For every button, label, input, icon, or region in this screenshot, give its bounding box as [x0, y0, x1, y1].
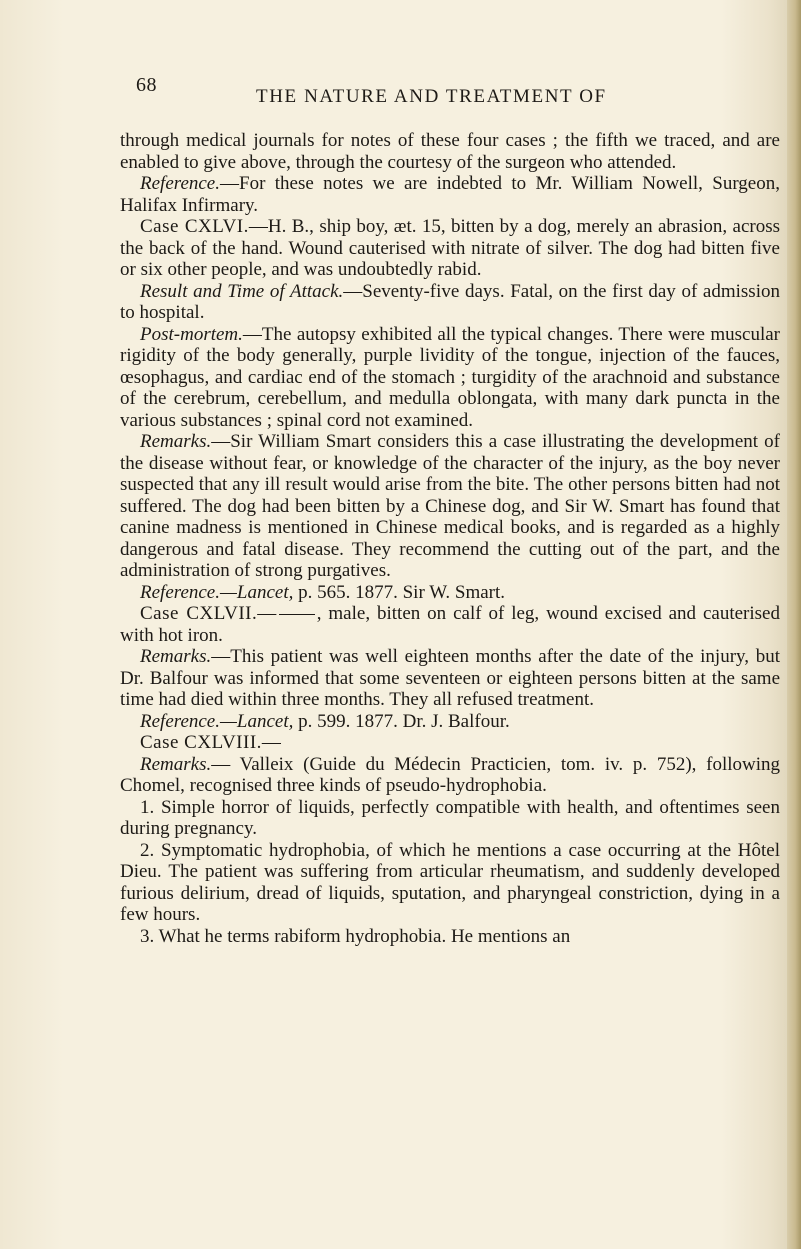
list-item-3: 3. What he terms rabiform hydrophobia. He mentions an: [140, 925, 571, 947]
reference-label: Reference.—Lancet,: [140, 710, 294, 732]
paragraph-result: [120, 281, 780, 324]
case-text: , male, bitten on calf of leg, wound excised and cauterised with hot iron.: [120, 603, 780, 646]
list-item-1: 1. Simple horror of liquids, perfectly compatible with health, and oftentimes seen during pregnancy.: [120, 796, 780, 839]
remarks-text: —Sir William Smart considers this a case illustrating the development of the disease without fear, or knowledge of the character of the injury, as the boy never suspected that any ill result would arise from the bite. The other persons bitten had not suffered. The dog had been bitten by a Chinese dog, and Sir W. Smart has found that canine madness is mentioned in Chinese medical books, and is regarded as a highly dangerous and fatal disease. They recommend the cutting out of the part, and the administration of strong purgatives.: [120, 431, 780, 581]
reference-text: p. 599. 1877. Dr. J. Balfour.: [293, 710, 510, 732]
reference-text: —For these notes we are indebted to Mr. William Nowell, Surgeon, Halifax Infirmary.: [120, 173, 780, 216]
reference-label: Reference.—Lancet,: [140, 581, 294, 603]
body-text: [120, 130, 780, 947]
name-omitted-dash: [279, 614, 315, 615]
paragraph-reference-nowell: [120, 173, 780, 216]
remarks-label: Remarks.: [140, 646, 212, 667]
remarks-text: —This patient was well eighteen months after the date of the injury, but Dr. Balfour was informed that some seventeen or eighteen persons bitten at the same time had died within three months. They all refused treatment.: [120, 646, 780, 710]
result-text: —Seventy-five days. Fatal, on the first day of admission to hospital.: [120, 280, 780, 323]
paragraph-case-146: [120, 216, 780, 281]
paragraph-case-148: Case CXLVIII.—: [140, 732, 282, 753]
paragraph-case-147: [120, 603, 780, 646]
post-mortem-label: Post-mortem.: [140, 323, 243, 345]
reference-text: p. 565. 1877. Sir W. Smart.: [293, 581, 506, 603]
running-head: THE NATURE AND TREATMENT OF: [256, 86, 607, 107]
paragraph-remarks-balfour: [120, 646, 780, 711]
paragraph-reference-lancet-565: [120, 582, 780, 604]
paragraph-remarks-smart: [120, 431, 780, 582]
case-text: —H. B., ship boy, æt. 15, bitten by a dog, merely an abrasion, across the back of the hand. Wound cauterised with nitrate of silver. The dog had bitten five or six other people, and was undoubtedly rabid.: [120, 216, 780, 280]
paragraph-continuation: through medical journals for notes of these four cases ; the fifth we traced, and are enabled to give above, through the courtesy of the surgeon who attended.: [120, 130, 780, 173]
paragraph-remarks-valleix: [120, 754, 780, 797]
remarks-label: Remarks.: [140, 753, 212, 775]
page-edge: [787, 0, 801, 1249]
case-label: Case CXLVII.—: [140, 603, 277, 624]
case-label: Case CXLVI.: [140, 216, 249, 237]
remarks-label: Remarks.: [140, 431, 212, 452]
post-mortem-text: —The autopsy exhibited all the typical changes. There were muscular rigidity of the body generally, purple lividity of the tongue, injection of the fauces, œsophagus, and cardiac end of the stomach ; turgidity of the arachnoid and substance of the cerebrum, cerebellum, and medulla oblongata, with many dark puncta in the various substances ; spinal cord not examined.: [120, 323, 780, 431]
paragraph-reference-lancet-599: [120, 711, 780, 733]
page-number: 68: [136, 74, 157, 96]
remarks-text: — Valleix (Guide du Médecin Practicien, tom. iv. p. 752), following Chomel, recognised three kinds of pseudo-hydrophobia.: [120, 753, 780, 796]
reference-label: Reference.: [140, 173, 220, 194]
result-label: Result and Time of Attack.: [140, 280, 344, 302]
paragraph-post-mortem: [120, 324, 780, 432]
list-item-2: 2. Symptomatic hydrophobia, of which he mentions a case occurring at the Hôtel Dieu. The patient was suffering from articular rheumatism, and suddenly developed furious delirium, dread of liquids, sputation, and pharyngeal constriction, dying in a few hours.: [120, 839, 780, 925]
